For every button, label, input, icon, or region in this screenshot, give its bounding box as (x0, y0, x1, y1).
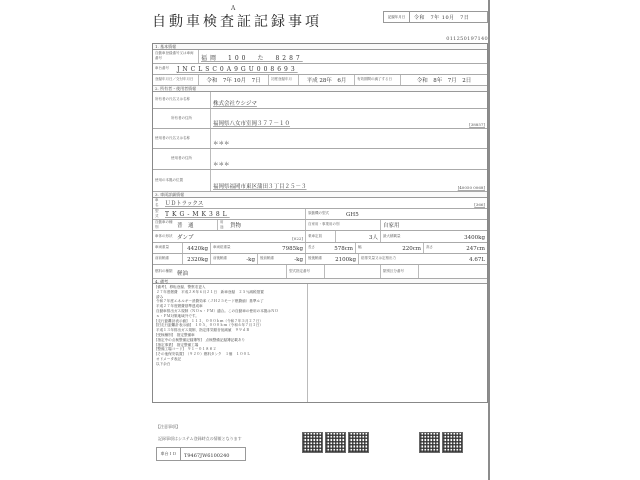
weight-label: 車両重量 (153, 243, 183, 253)
row-chassis-number (153, 64, 487, 75)
row-registration-number (153, 50, 487, 64)
issue-date-box (383, 11, 488, 23)
issue-date-value: 令和 7年 10月 7日 (414, 14, 470, 21)
height-label: 高さ (426, 245, 433, 249)
body-value: ダンプ (177, 235, 194, 241)
qr-code-icon (325, 432, 346, 453)
remarks-line: 令和７年度エネルギー消費効率（ＪＨ２５モード燃費値）基準ル了 (156, 299, 264, 304)
engine-label: 原動機の型式 (308, 211, 329, 215)
engine-value: GH5 (346, 212, 359, 218)
remarks-line: ｘ・ＰＭ対策地域外です。 (156, 313, 199, 318)
remarks-line: 以下余白 (156, 361, 171, 366)
issue-date-label: 記録年月日 (384, 12, 410, 22)
capacity-value: 3人 (336, 231, 381, 242)
maker-code: [366] (474, 202, 485, 207)
use-value: 貨物 (228, 220, 306, 230)
user-address-label: 使用者の住所 (153, 149, 211, 169)
remarks-line: オドメータ表記 (156, 356, 182, 361)
fuel-value: 軽油 (175, 265, 287, 278)
owner-address-cell (211, 109, 487, 128)
owner-address-value: 福岡県八女市室岡３７７－１０ (213, 121, 291, 127)
remarks-line: [整備工場コード] ９１－０１８８２ (156, 347, 217, 352)
user-address-value: ＊＊＊ (213, 162, 230, 168)
private-label: 自家用・事業用の別 (306, 220, 381, 230)
chassis-label: 車台番号 (155, 66, 169, 70)
inspection-certificate (152, 0, 488, 480)
first-reg-value: 令和 7年 10月 7日 (199, 75, 269, 85)
first-reg-label: 登録年月日／交付年月日 (153, 75, 199, 85)
row-dates (153, 75, 487, 86)
user-name-label: 使用者の氏名又は名称 (153, 129, 211, 148)
fr-axle-label: 前後軸重 (213, 256, 227, 260)
base-location-label: 使用の本拠の位置 (153, 170, 211, 191)
section-basic-info-header: 1. 基本情報 (153, 44, 487, 50)
remarks-line: 済み (156, 294, 164, 299)
rf-axle-value: -kg (285, 254, 306, 264)
serial-number: 011250197140 (446, 36, 488, 42)
kind-label: 自動車の種別 (155, 219, 173, 229)
qr-code-icon (419, 432, 440, 453)
remarks-area (153, 284, 487, 402)
row-weights-dimensions (153, 243, 487, 254)
first-year-value: 平成 28年 6月 (299, 75, 355, 85)
remarks-line: [受検種別] 指定整備車 (156, 332, 195, 337)
owner-name-label: 所有者の氏名又は名称 (153, 92, 211, 108)
max-load-label: 最大積載量 (383, 233, 401, 238)
document-title: 自動車検査証記録事項 (152, 14, 322, 30)
row-model (153, 209, 487, 220)
qr-code-icon (302, 432, 323, 453)
expiry-value: 令和 8年 7月 2日 (416, 78, 472, 84)
remarks-line: ２７年度燃費 平成２８年６月２１日 新車登録 ２５％減税措置 (156, 289, 264, 294)
remarks-line: [指定中の点検整備記録簿等] 点検整備記録簿記載あり (156, 337, 246, 342)
row-base-location (153, 170, 487, 192)
chassis-value: JNCLSC0A9GU008693 (177, 66, 298, 73)
row-kind (153, 220, 487, 231)
base-location-code: [40050 0068] (457, 185, 485, 190)
vehicle-id-value: T9467JW6100240 (184, 453, 230, 459)
row-owner-address (153, 109, 487, 129)
caution-heading: 【注意事項】 (156, 424, 180, 429)
base-location-value: 福岡県福岡市東区蒲田３丁目２５－３ (213, 184, 307, 190)
document-mark: A (231, 5, 236, 12)
reg-number-label: 自動車登録番号又は車両番号 (153, 50, 199, 63)
body-code: [022] (292, 236, 303, 241)
remarks-line: 平成２７年度燃費基準達成車 (156, 304, 203, 309)
row-axle-weights (153, 254, 487, 265)
rf-axle-label: 後前軸重 (260, 256, 274, 260)
kind-value: 普 通 (175, 220, 218, 230)
fuel-label: 燃料の種類 (155, 268, 173, 273)
row-user-name (153, 129, 487, 149)
remarks-blank (308, 284, 487, 402)
qr-code-icon (442, 432, 463, 453)
remarks-line: [旧走行距離計表示値] １０５，０００ｋｍ（令和６年７月３日） (156, 323, 264, 328)
remarks-text (153, 284, 308, 402)
section-owner-user-header: 2. 所有者・使用者情報 (153, 86, 487, 92)
maker-cell (163, 198, 487, 208)
rr-axle-value: 2100kg (333, 254, 359, 264)
width-value: 220cm (368, 243, 424, 253)
category-label: 類別区分番号 (381, 265, 419, 278)
weight-value: 4420kg (183, 243, 211, 253)
height-value: 247cm (466, 246, 485, 252)
capacity-label: 乗車定員 (306, 231, 336, 242)
first-year-label: 初度登録年月 (269, 75, 299, 85)
body-cell (175, 231, 306, 242)
remarks-line: 平成１３年排出ガス規制、指定排気騒音低減値 ９９ｄＢ (156, 328, 250, 333)
reg-number-value: 福岡 100 た 8287 (201, 55, 303, 62)
remarks-line: 自動車排出ガス規制（ＮＯｘ・ＰＭ）適合。この自動車の使用の本拠はＮＯ (156, 308, 279, 313)
remarks-line: [指定事業] 指定整備工場 (156, 342, 199, 347)
row-user-address (153, 149, 487, 170)
user-name-value: ＊＊＊ (213, 141, 230, 147)
row-owner-name (153, 92, 487, 109)
gross-label: 車両総重量 (213, 245, 231, 249)
remarks-line: [その他保安装置] （９２０）燃料タンク １個 １００Ｌ (156, 352, 251, 357)
section-vehicle-details-header: 3. 車両詳細情報 (153, 192, 487, 198)
ff-axle-label: 前前軸重 (153, 254, 183, 264)
expiry-label: 有効期間の満了する日 (355, 75, 401, 85)
row-maker (153, 198, 487, 209)
model-value: TKG-MK38L (163, 209, 306, 219)
max-load-value: 3400kg (464, 235, 485, 241)
length-value: 578cm (322, 243, 356, 253)
type-designation-value (325, 265, 381, 278)
displacement-label: 総排気量又は定格出力 (361, 256, 396, 260)
remarks-line: [備考]、移転登録、警察変更入 (156, 285, 206, 289)
certificate-sheet (152, 43, 488, 403)
type-designation-label: 型式指定番号 (287, 265, 325, 278)
remarks-line: [走行距離計表示値] １１３，０００ｋｍ（令和７年５月２７日） (156, 318, 264, 323)
page-edge-border (488, 0, 490, 480)
section-remarks-header: 4. 備考 (153, 278, 487, 284)
owner-name-value: 株式会社ウシジマ (213, 101, 257, 107)
row-fuel (153, 265, 487, 278)
model-label: 型式 (155, 208, 159, 218)
owner-address-code: [38857] (469, 122, 485, 127)
width-label: 幅 (358, 245, 362, 249)
displacement-value: 4.67L (469, 257, 485, 263)
body-label: 車体の形状 (155, 233, 173, 238)
fr-axle-value: -kg (238, 254, 258, 264)
base-location-cell (211, 170, 487, 191)
rr-axle-label: 後後軸重 (308, 256, 322, 260)
vehicle-id-label: 車台ＩＤ (157, 448, 181, 460)
ff-axle-value: 2320kg (183, 254, 211, 264)
maker-label: 車名 (155, 197, 159, 207)
category-value (419, 265, 487, 278)
gross-value: 7985kg (238, 243, 306, 253)
maker-value: ＵＤトラックス (165, 201, 204, 207)
private-value: 自家用 (383, 223, 400, 229)
row-body (153, 231, 487, 243)
length-label: 長さ (308, 245, 315, 249)
use-label: 用途 (220, 219, 224, 229)
qr-code-icon (348, 432, 369, 453)
vehicle-id-box (156, 447, 246, 461)
owner-address-label: 所有者の住所 (153, 109, 211, 128)
caution-text: 記録事項はシステム登録時点の情報となります (158, 436, 242, 441)
